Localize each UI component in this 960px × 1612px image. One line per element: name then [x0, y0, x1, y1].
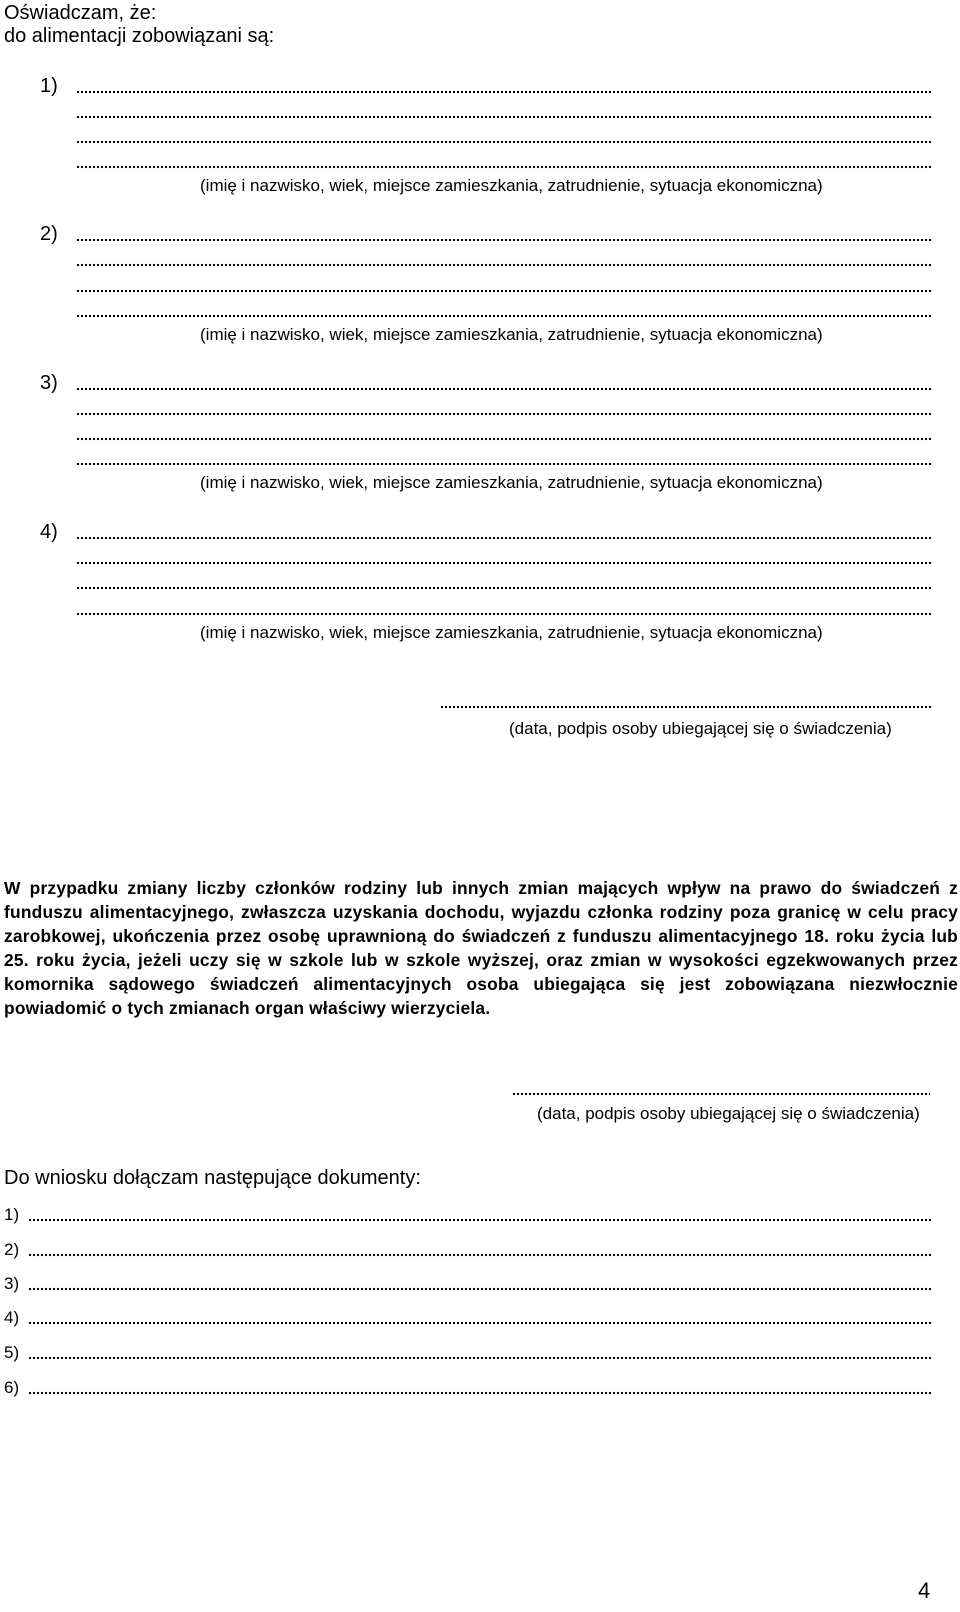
- attachment-number: 3): [4, 1274, 20, 1293]
- signature-caption: (data, podpis osoby ubiegającej się o świadczenia): [537, 1104, 920, 1123]
- attachment-number: 1): [4, 1205, 20, 1224]
- attachment-number: 6): [4, 1378, 20, 1397]
- fill-line[interactable]: [76, 386, 932, 392]
- attachment-number: 5): [4, 1343, 20, 1362]
- person-number: 3): [40, 372, 58, 394]
- fill-line[interactable]: [76, 535, 932, 541]
- attachment-number: 4): [4, 1308, 20, 1327]
- person-caption: (imię i nazwisko, wiek, miejsce zamieszkania, zatrudnienie, sytuacja ekonomiczna): [200, 325, 823, 344]
- fill-line[interactable]: [28, 1320, 932, 1326]
- attachment-number: 2): [4, 1240, 20, 1259]
- person-number: 4): [40, 521, 58, 543]
- fill-line[interactable]: [76, 313, 932, 319]
- fill-line[interactable]: [76, 288, 932, 294]
- notice-paragraph: W przypadku zmiany liczby członków rodziny lub innych zmian mających wpływ na prawo do świadczeń z funduszu alimentacyjnego, zwłaszcza uzyskania dochodu, wyjazdu członka rodziny poza granicę w celu pracy zarobkowej, ukończenia przez osobę uprawnioną do świadczeń z funduszu alimentacyjnego 18. roku życia lub 25. roku życia, jeżeli uczy się w szkole lub w szkole wyższej, oraz zmian w wysokości egzekwowanych przez komornika sądowego świadczeń alimentacyjnych osoba ubiegająca się jest zobowiązana niezwłocznie powiadomić o tych zmianach organ właściwy wierzyciela.: [4, 878, 958, 1018]
- page-number: 4: [918, 1578, 931, 1603]
- person-number: 1): [40, 75, 58, 97]
- fill-line[interactable]: [76, 585, 932, 591]
- signature-line[interactable]: [512, 1091, 930, 1097]
- fill-line[interactable]: [28, 1252, 932, 1258]
- fill-line[interactable]: [76, 411, 932, 417]
- signature-caption: (data, podpis osoby ubiegającej się o świadczenia): [509, 719, 892, 738]
- person-caption: (imię i nazwisko, wiek, miejsce zamieszkania, zatrudnienie, sytuacja ekonomiczna): [200, 473, 823, 492]
- person-caption: (imię i nazwisko, wiek, miejsce zamieszkania, zatrudnienie, sytuacja ekonomiczna): [200, 623, 823, 642]
- fill-line[interactable]: [76, 114, 932, 120]
- fill-line[interactable]: [76, 237, 932, 243]
- header-line-1: Oświadczam, że:: [4, 2, 157, 24]
- person-number: 2): [40, 223, 58, 245]
- fill-line[interactable]: [76, 89, 932, 95]
- fill-line[interactable]: [28, 1355, 932, 1361]
- header-line-2: do alimentacji zobowiązani są:: [4, 25, 275, 47]
- attachments-heading: Do wniosku dołączam następujące dokumenty:: [4, 1167, 421, 1189]
- fill-line[interactable]: [76, 611, 932, 617]
- fill-line[interactable]: [76, 461, 932, 467]
- fill-line[interactable]: [28, 1217, 932, 1223]
- fill-line[interactable]: [28, 1286, 932, 1292]
- fill-line[interactable]: [28, 1390, 932, 1396]
- fill-line[interactable]: [76, 164, 932, 170]
- fill-line[interactable]: [76, 139, 932, 145]
- signature-line[interactable]: [440, 704, 932, 710]
- person-caption: (imię i nazwisko, wiek, miejsce zamieszkania, zatrudnienie, sytuacja ekonomiczna): [200, 176, 823, 195]
- fill-line[interactable]: [76, 262, 932, 268]
- fill-line[interactable]: [76, 560, 932, 566]
- fill-line[interactable]: [76, 436, 932, 442]
